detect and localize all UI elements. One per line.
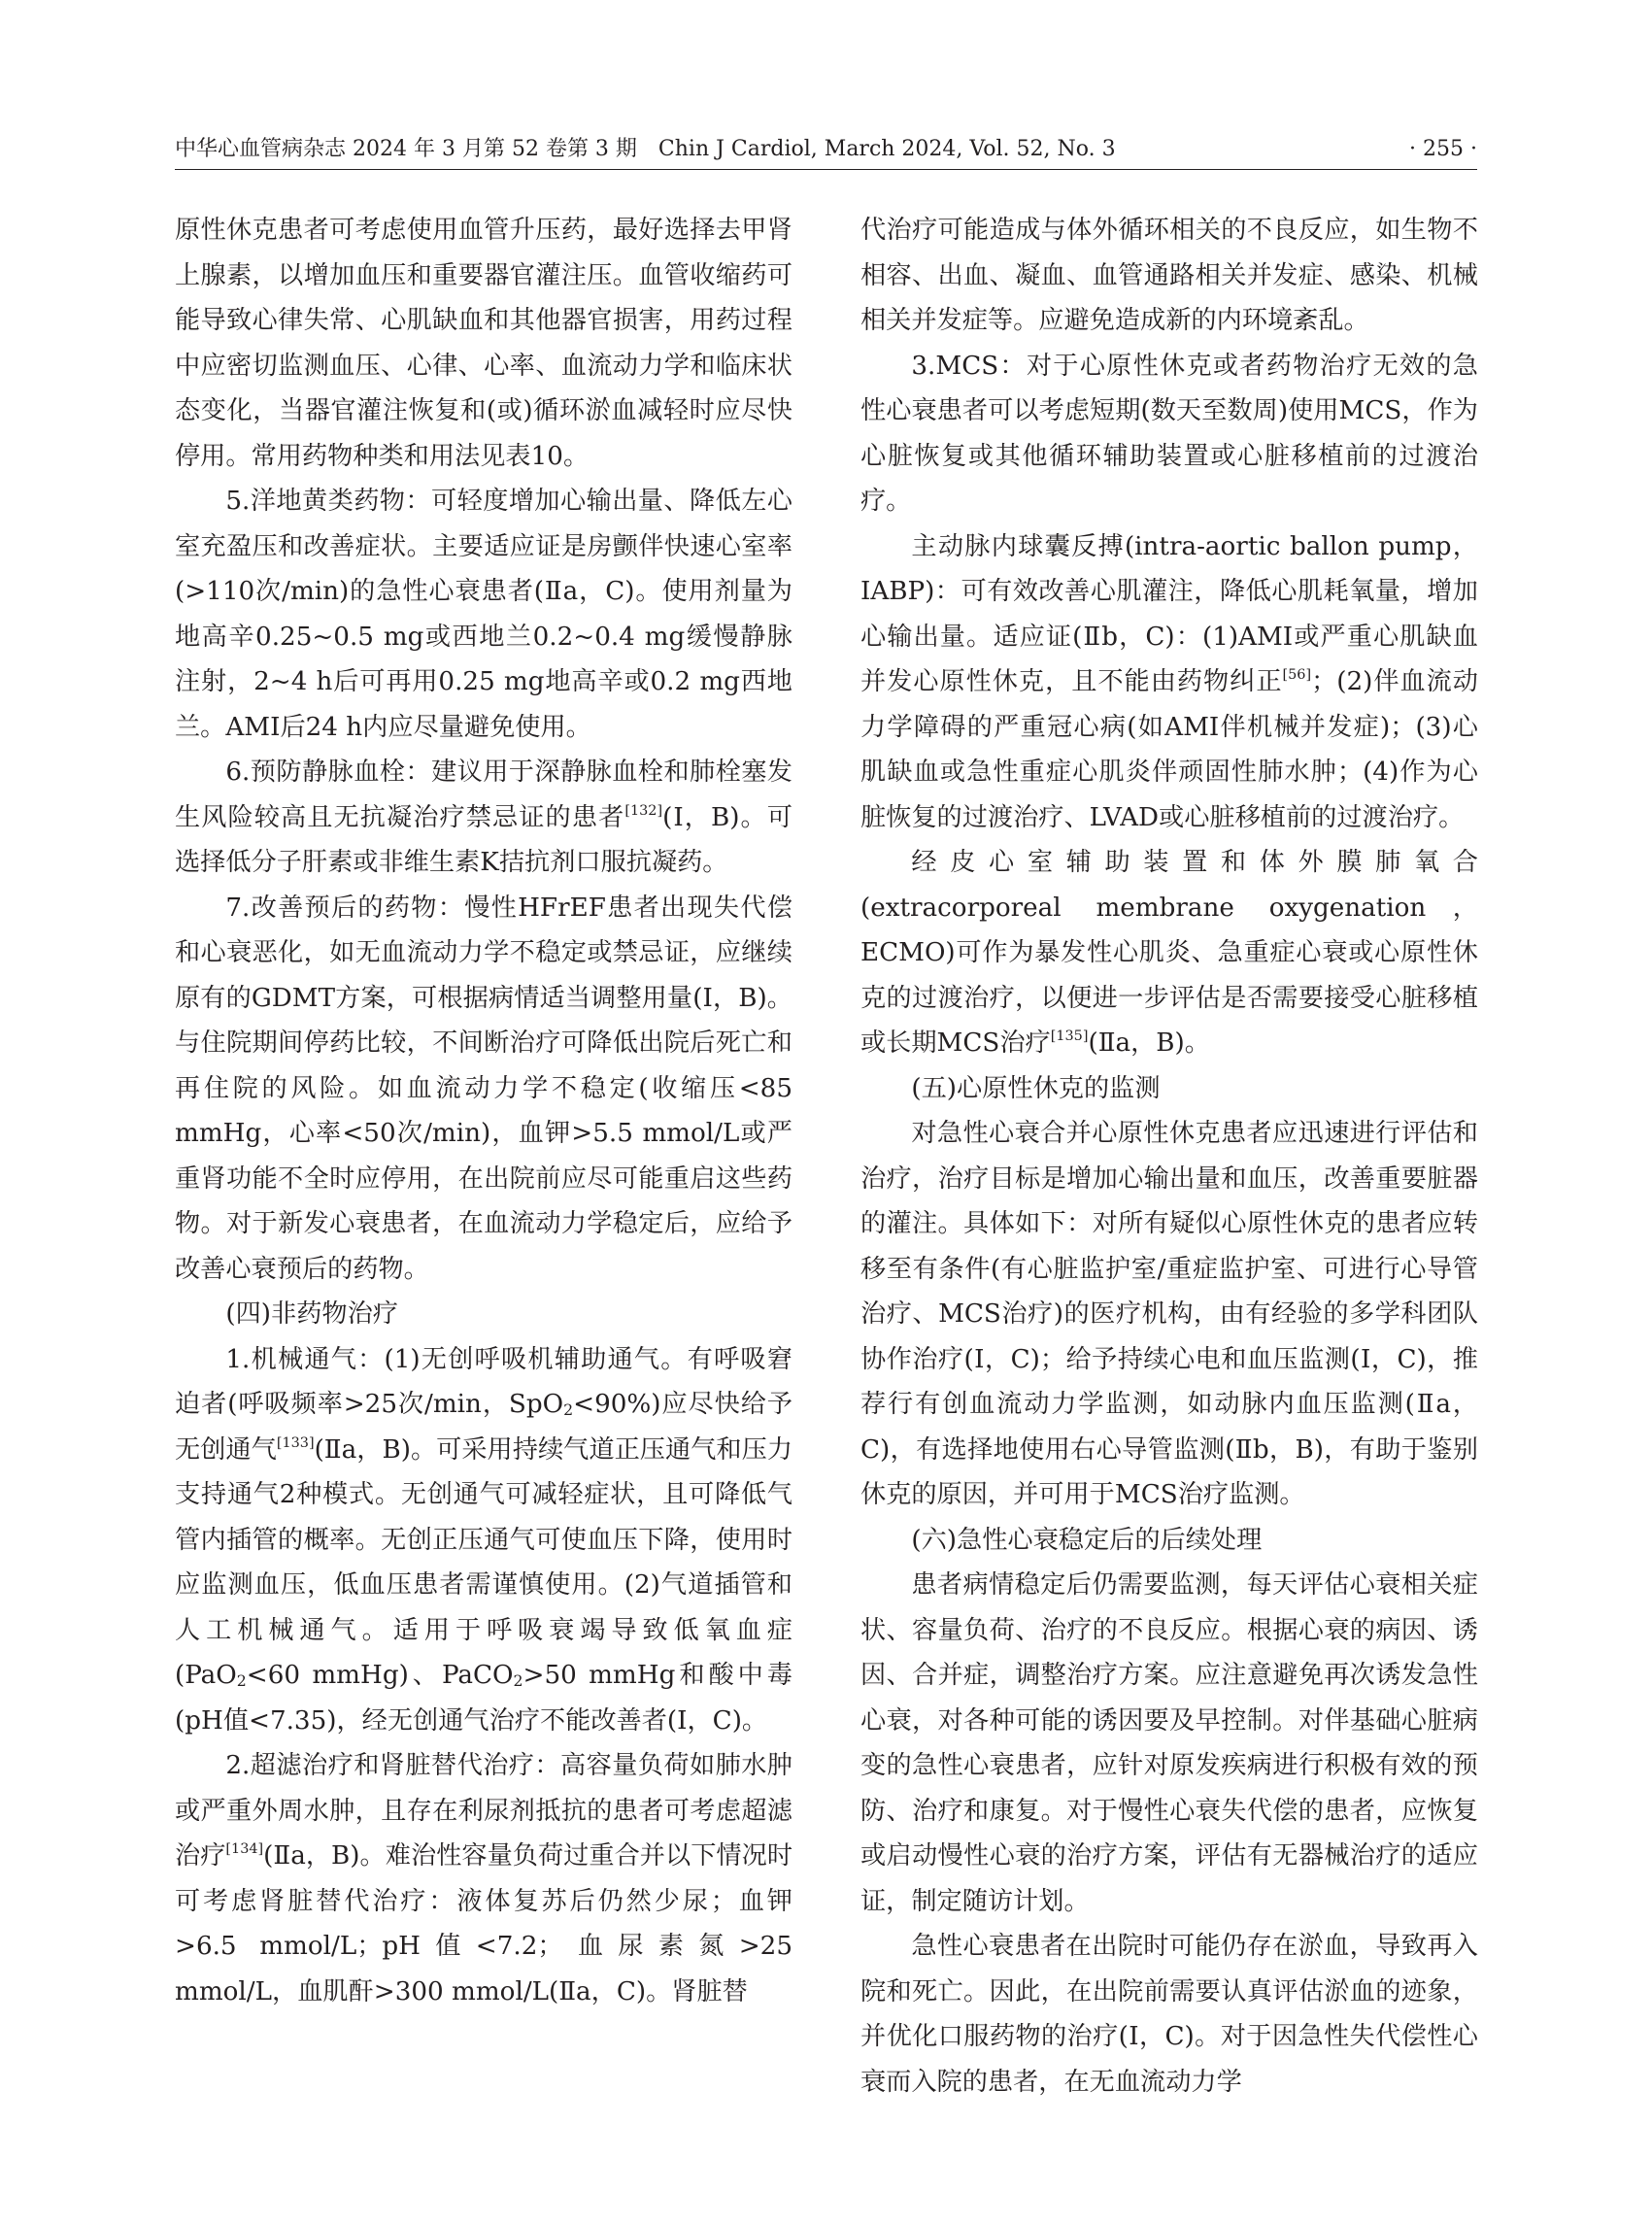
paragraph-vasopressors: 原性休克患者可考虑使用血管升压药，最好选择去甲肾上腺素，以增加血压和重要器官灌注压。血管收缩药可能导致心律失常、心肌缺血和其他器官损害，用药过程中应密切监测血压、心律、心率、血流动力学和临床状态变化，当器官灌注恢复和(或)循环淤血减轻时应尽快停用。常用药物种类和用法见表10。 [175, 216, 792, 471]
reference-56: [56] [1282, 667, 1312, 684]
reference-132: [132] [624, 802, 663, 819]
paragraph-discharge: 急性心衰患者在出院时可能仍存在淤血，导致再入院和死亡。因此，在出院前需要认真评估淤血的迹象，并优化口服药物的治疗(Ⅰ，C)。对于因急性失代偿性心衰而入院的患者，在无血流动力学 [860, 1932, 1478, 2097]
journal-citation: 中华心血管病杂志 2024 年 3 月第 52 卷第 3 期 Chin J Cardiol, March 2024, Vol. 52, No. 3 [175, 137, 1116, 161]
paragraph-shock-monitoring: 对急性心衰合并心原性休克患者应迅速进行评估和治疗，治疗目标是增加心输出量和血压，改善重要脏器的灌注。具体如下：对所有疑似心原性休克的患者应转移至有条件(有心脏监护室/重症监护室、可进行心导管治疗、MCS治疗)的医疗机构，由有经验的多学科团队协作治疗(Ⅰ，C)；给予持续心电和血压监测(Ⅰ，C)，推荐行有创血流动力学监测，如动脉内血压监测(Ⅱa，C)，有选择地使用右心导管监测(Ⅱb，B)，有助于鉴别休克的原因，并可用于MCS治疗监测。 [860, 1119, 1478, 1509]
running-header [175, 130, 1477, 170]
paragraph-vte-prevention: 6.预防静脉血栓：建议用于深静脉血栓和肺栓塞发生风险较高且无抗凝治疗禁忌证的患者[132](Ⅰ，B)。可选择低分子肝素或非维生素K拮抗剂口服抗凝药。 [175, 758, 792, 877]
paragraph-followup: 患者病情稳定后仍需要监测，每天评估心衰相关症状、容量负荷、治疗的不良反应。根据心衰的病因、诱因、合并症，调整治疗方案。应注意避免再次诱发急性心衰，对各种可能的诱因要及早控制。对伴基础心脏病变的急性心衰患者，应针对原发疾病进行积极有效的预防、治疗和康复。对于慢性心衰失代偿的患者，应恢复或启动慢性心衰的治疗方案，评估有无器械治疗的适应证，制定随访计划。 [860, 1570, 1478, 1916]
paragraph-rrt-continued: 代治疗可能造成与体外循环相关的不良反应，如生物不相容、出血、凝血、血管通路相关并发症、感染、机械相关并发症等。应避免造成新的内环境紊乱。 [860, 216, 1478, 335]
paragraph-digitalis: 5.洋地黄类药物：可轻度增加心输出量、降低左心室充盈压和改善症状。主要适应证是房颤伴快速心室率(>110次/min)的急性心衰患者(Ⅱa，C)。使用剂量为地高辛0.25~0.5 mg或西地兰0.2~0.4 mg缓慢静脉注射，2~4 h后可再用0.25 mg地高辛或0.2 mg西地兰。AMI后24 h内应尽量避免使用。 [175, 487, 792, 742]
left-column [175, 208, 792, 2014]
section-heading-nonpharm: (四)非药物治疗 [225, 1299, 398, 1329]
section-heading-shock-monitoring: (五)心原性休克的监测 [911, 1073, 1161, 1103]
paragraph-ultrafiltration: 2.超滤治疗和肾脏替代治疗：高容量负荷如肺水肿或严重外周水肿，且存在利尿剂抵抗的患者可考虑超滤治疗[134](Ⅱa，B)。难治性容量负荷过重合并以下情况时可考虑肾脏替代治疗：液体复苏后仍然少尿；血钾>6.5 mmol/L；pH值<7.2；血尿素氮>25 mmol/L，血肌酐>300 mmol/L(Ⅱa，C)。肾脏替 [175, 1751, 793, 2006]
paragraph-ventilation: 1.机械通气：(1)无创呼吸机辅助通气。有呼吸窘迫者(呼吸频率>25次/min，SpO$_2$<90%)应尽快给予无创通气[133](Ⅱa，B)。可采用持续气道正压通气和压力支持通气2种模式。无创通气可减轻症状，且可降低气管内插管的概率。无创正压通气可使血压下降，使用时应监测血压，低血压患者需谨慎使用。(2)气道插管和人工机械通气。适用于呼吸衰竭导致低氧血症(PaO$_2$<60 mmHg)、PaCO$_2$>50 mmHg和酸中毒(pH值<7.35)，经无创通气治疗不能改善者(Ⅰ，C)。 [175, 1344, 793, 1736]
reference-134: [134] [225, 1841, 264, 1858]
paragraph-prognosis-drugs: 7.改善预后的药物：慢性HFrEF患者出现失代偿和心衰恶化，如无血流动力学不稳定或禁忌证，应继续原有的GDMT方案，可根据病情适当调整用量(Ⅰ，B)。与住院期间停药比较，不间断治疗可降低出院后死亡和再住院的风险。如血流动力学不稳定(收缩压<85 mmHg，心率<50次/min)，血钾>5.5 mmol/L或严重肾功能不全时应停用，在出院前应尽可能重启这些药物。对于新发心衰患者，在血流动力学稳定后，应给予改善心衰预后的药物。 [175, 893, 792, 1284]
reference-133: [133] [276, 1434, 315, 1451]
paragraph-ecmo: 经皮心室辅助装置和体外膜肺氧合(extracorporeal membrane oxygenation，ECMO)可作为暴发性心肌炎、急重症心衰或心原性休克的过渡治疗，以便进一步评估是否需要接受心脏移植或长期MCS治疗[135](Ⅱa，B)。 [860, 848, 1478, 1058]
section-heading-followup: (六)急性心衰稳定后的后续处理 [911, 1525, 1263, 1555]
paragraph-mcs: 3.MCS：对于心原性休克或者药物治疗无效的急性心衰患者可以考虑短期(数天至数周)使用MCS，作为心脏恢复或其他循环辅助装置或心脏移植前的过渡治疗。 [860, 351, 1478, 516]
page-number: · 255 · [1409, 137, 1477, 161]
paragraph-iabp: 主动脉内球囊反搏(intra-aortic ballon pump，IABP)：可有效改善心肌灌注，降低心肌耗氧量，增加心输出量。适应证(Ⅱb，C)：(1)AMI或严重心肌缺血并发心原性休克，且不能由药物纠正[56]；(2)伴血流动力学障碍的严重冠心病(如AMI伴机械并发症)；(3)心肌缺血或急性重症心肌炎伴顽固性肺水肿；(4)作为心脏恢复的过渡治疗、LVAD或心脏移植前的过渡治疗。 [860, 531, 1478, 832]
right-column [860, 208, 1478, 2105]
reference-135: [135] [1050, 1028, 1089, 1045]
